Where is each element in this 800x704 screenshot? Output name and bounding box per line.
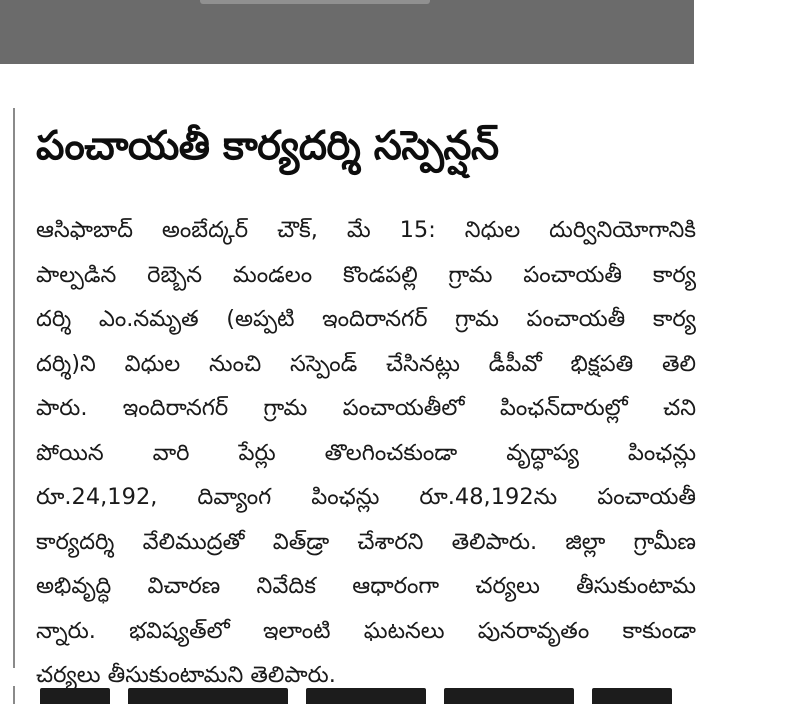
cropped-glyphs [444,688,574,704]
next-article-headline-cropped [36,686,676,704]
cropped-banner-text [200,0,430,4]
article-line: దర్శి ఎం.నమృత (అప్పటి ఇందిరానగర్ గ్రామ పంచాయతీ కార్య [36,306,696,332]
article-line: కార్యదర్శి వేలిముద్రతో విత్‌డ్రా చేశారని తెలిపారు. జిల్లా గ్రామీణ [36,528,696,555]
article-line: న్నారు. భవిష్యత్‌లో ఇలాంటి ఘటనలు పునరావృతం కాకుండా [36,617,696,644]
article-line: పాల్పడిన రెబ్బెన మండలం కొండపల్లి గ్రామ పంచాయతీ కార్య [36,261,696,288]
cropped-glyphs [592,688,672,704]
cropped-glyphs [306,688,426,704]
article-body [36,208,696,698]
column-rule [13,108,15,668]
article-headline: పంచాయతీ కార్యదర్శి సస్పెన్షన్ [36,123,499,169]
article-line: చర్యలు తీసుకుంటామని తెలిపారు. [36,662,336,688]
top-banner [0,0,694,64]
article-line: అభివృద్ధి విచారణ నివేదిక ఆధారంగా చర్యలు తీసుకుంటామ [36,573,696,599]
column-rule-lower [13,686,15,704]
article-line: పోయిన వారి పేర్లు తొలగించకుండా వృద్ధాప్య పింఛన్లు [36,439,696,466]
article-line: పారు. ఇందిరానగర్ గ్రామ పంచాయతీలో పింఛన్‌దారుల్లో చని [36,395,696,421]
cropped-glyphs [40,688,110,704]
article-line: రూ.24,192, దివ్యాంగ పింఛన్లు రూ.48,192ను పంచాయతీ [36,484,696,510]
cropped-glyphs [128,688,288,704]
article-line: దర్శి)ని విధుల నుంచి సస్పెండ్ చేసినట్లు డీపీవో భిక్షపతి తెలి [36,350,696,377]
article-line: ఆసిఫాబాద్ అంబేద్కర్ చౌక్, మే 15: నిధుల దుర్వినియోగానికి [36,217,696,243]
